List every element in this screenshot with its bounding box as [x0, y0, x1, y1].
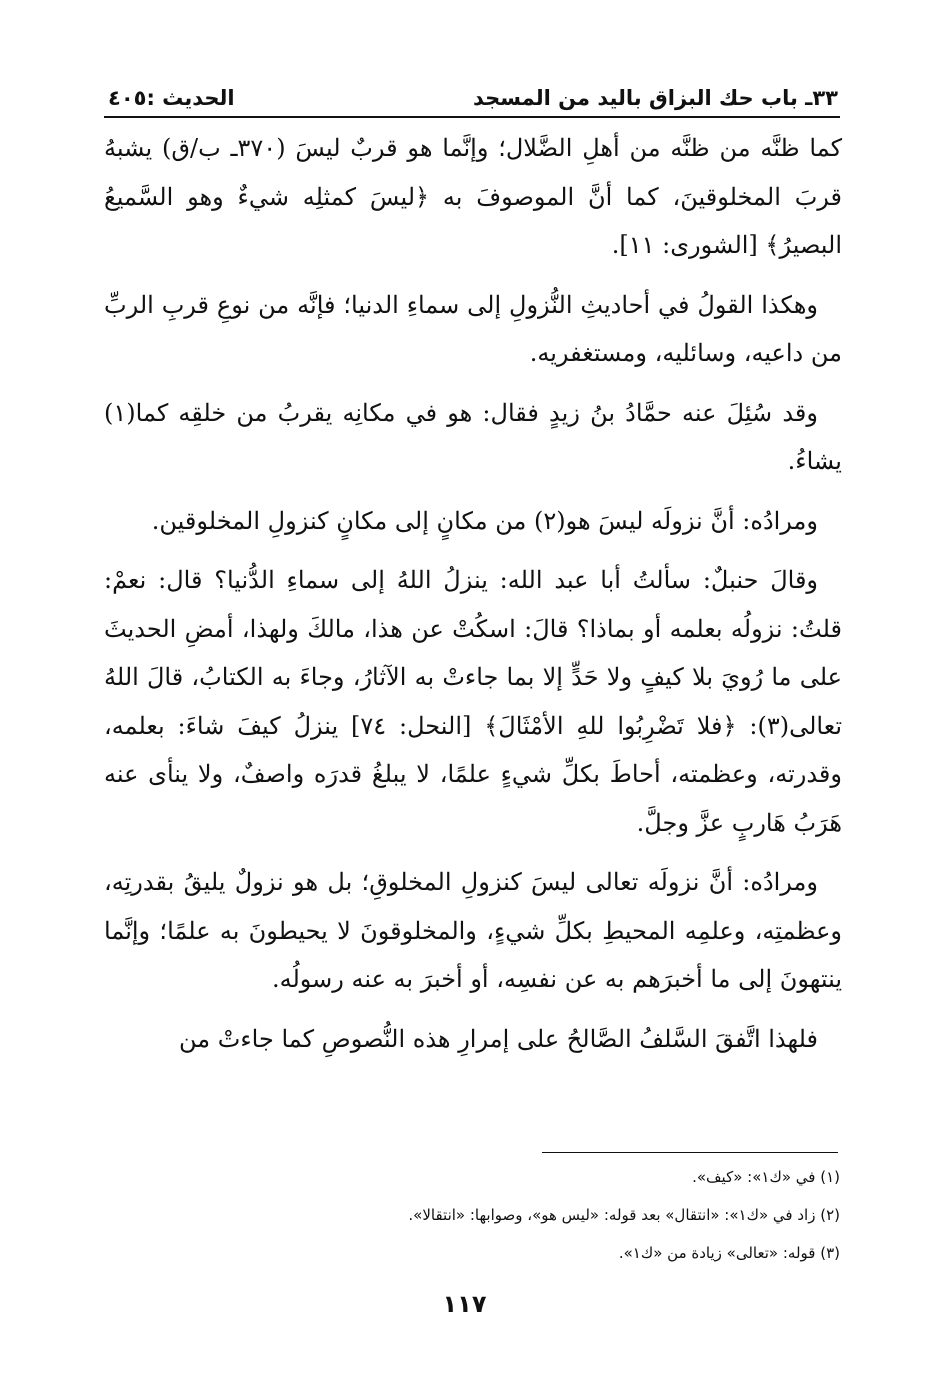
paragraph: وهكذا القولُ في أحاديثِ النُّزولِ إلى سماءِ الدنيا؛ فإنَّه من نوعِ قربِ الربِّ من داعيه، وسائليه، ومستغفريه. — [104, 290, 842, 367]
paragraph: ومرادُه: أنَّ نزولَه ليسَ هو(٢) من مكانٍ إلى مكانٍ كنزولِ المخلوقين. — [151, 506, 818, 535]
footnote: (٢) زاد في «ك١»: «انتقال» بعد قوله: «ليس هو»، وصوابها: «انتقالا». — [408, 1206, 840, 1224]
paragraph: ومرادُه: أنَّ نزولَه تعالى ليسَ كنزولِ المخلوقِ؛ بل هو نزولٌ يليقُ بقدرتِه، وعظمتِه، وعلمِه المحيطِ بكلِّ شيءٍ، والمخلوقونَ لا يحيطونَ به علمًا؛ وإنَّما ينتهونَ إلى ما أخبرَهم به عن نفسِه، أو أخبرَ به عنه رسولُه. — [104, 868, 842, 993]
running-header — [108, 74, 838, 110]
header-rule — [104, 116, 840, 118]
footnotes — [104, 1158, 840, 1272]
footnote: (٣) قوله: «تعالى» زيادة من «ك١». — [618, 1244, 840, 1262]
paragraph: وقالَ حنبلٌ: سألتُ أبا عبد الله: ينزلُ اللهُ إلى سماءِ الدُّنيا؟ قال: نعمْ: قلتُ: نزولُه بعلمه أو بماذا؟ قالَ: اسكُتْ عن هذا، مالكَ ولهذا، أمضِ الحديثَ على ما رُويَ بلا كيفٍ ولا حَدٍّ إلا بما جاءتْ به الآثارُ، وجاءَ به الكتابُ، قالَ اللهُ تعالى(٣): ﴿فلا تَضْرِبُوا للهِ الأمْثَالَ﴾ [النحل: ٧٤] ينزلُ كيفَ شاءَ: بعلمه، وقدرته، وعظمته، أحاطَ بكلِّ شيءٍ علمًا، لا يبلغُ قدرَه واصفٌ، ولا ينأى عنه هَرَبُ هَاربٍ عزَّ وجلَّ. — [104, 566, 842, 837]
footnote: (١) في «ك١»: «كيف». — [692, 1168, 840, 1186]
paragraph: وقد سُئِلَ عنه حمَّادُ بنُ زيدٍ فقال: هو في مكانِه يقربُ من خلقِه كما(١) يشاءُ. — [104, 398, 842, 475]
hadith-reference: الحديث :٤٠٥ — [108, 86, 235, 110]
body-text — [104, 124, 842, 1074]
paragraph: كما ظنَّه من ظنَّه من أهلِ الضَّلال؛ وإنَّما هو قربٌ ليسَ (٣٧٠ـ ب/ق) يشبهُ قربَ المخلوقينَ، كما أنَّ الموصوفَ به ﴿ليسَ كمثلِه شيءٌ وهو السَّميعُ البصيرُ﴾ [الشورى: ١١]. — [104, 134, 843, 259]
paragraph: فلهذا اتَّفقَ السَّلفُ الصَّالحُ على إمرارِ هذه النُّصوصِ كما جاءتْ من — [179, 1024, 818, 1053]
footnote-rule — [542, 1152, 838, 1153]
page-number: ١١٧ — [442, 1290, 487, 1318]
chapter-title: ٣٣ـ باب حك البزاق باليد من المسجد — [473, 86, 838, 110]
